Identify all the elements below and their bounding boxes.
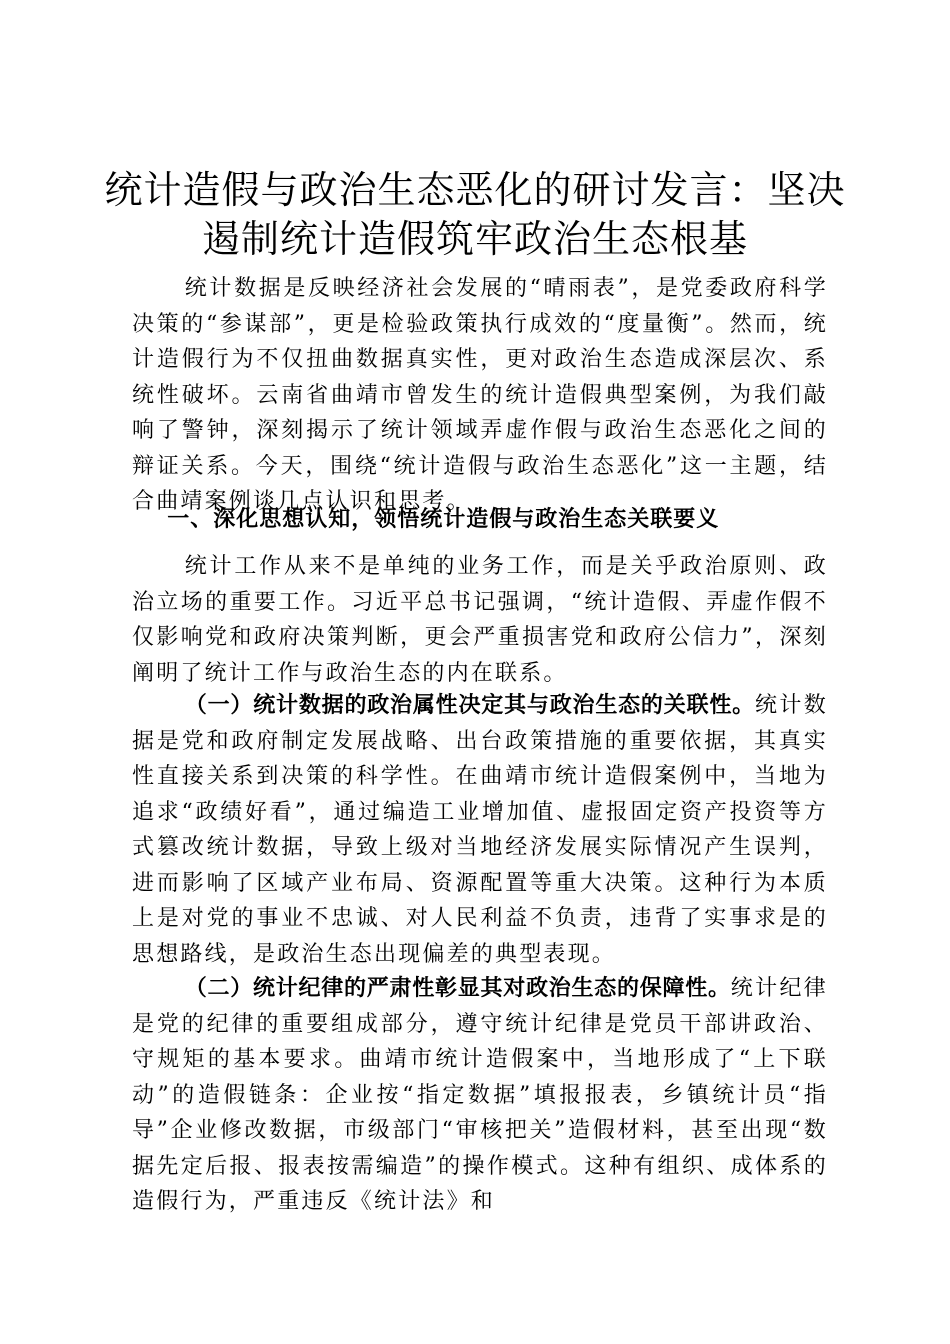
point-2-lead: （二）统计纪律的严肃性彰显其对政治生态的保障性。 [184, 976, 731, 1001]
point-1-text: 统计数据是党和政府制定发展战略、出台政策措施的重要依据，其真实性直接关系到决策的科学性。在曲靖市统计造假案例中，当地为追求“政绩好看”，通过编造工业增加值、虚报固定资产投资等方式篡改统计数据，导致上级对当地经济发展实际情况产生误判，进而影响了区域产业布局、资源配置等重大决策。这种行为本质上是对党的事业不忠诚、对人民利益不负责，违背了实事求是的思想路线，是政治生态出现偏差的典型表现。 [132, 693, 828, 967]
intro-paragraph: 统计数据是反映经济社会发展的“晴雨表”，是党委政府科学决策的“参谋部”，更是检验政策执行成效的“度量衡”。然而，统计造假行为不仅扭曲数据真实性，更对政治生态造成深层次、系统性破坏。云南省曲靖市曾发生的统计造假典型案例，为我们敲响了警钟，深刻揭示了统计领域弄虚作假与政治生态恶化之间的辩证关系。今天，围绕“统计造假与政治生态恶化”这一主题，结合曲靖案例谈几点认识和思考。 [132, 276, 828, 514]
section-1-paragraph: 统计工作从来不是单纯的业务工作，而是关乎政治原则、政治立场的重要工作。习近平总书记强调，“统计造假、弄虚作假不仅影响党和政府决策判断，更会严重损害党和政府公信力”，深刻阐明了统计工作与政治生态的内在联系。 [132, 554, 828, 686]
point-1-lead: （一）统计数据的政治属性决定其与政治生态的关联性。 [184, 693, 755, 718]
point-2-paragraph [132, 971, 828, 1220]
point-2-text: 统计纪律是党的纪律的重要组成部分，遵守统计纪律是党员干部讲政治、守规矩的基本要求。曲靖市统计造假案中，当地形成了“上下联动”的造假链条：企业按“指定数据”填报报表，乡镇统计员“指导”企业修改数据，市级部门“审核把关”造假材料，甚至出现“数据先定后报、报表按需编造”的操作模式。这种有组织、成体系的造假行为，严重违反《统计法》和 [132, 976, 828, 1214]
section-heading-1: 一、深化思想认知，领悟统计造假与政治生态关联要义 [167, 507, 720, 532]
document-title: 统计造假与政治生态恶化的研讨发言：坚决遏制统计造假筑牢政治生态根基 [104, 168, 846, 261]
point-1-paragraph [132, 688, 828, 972]
